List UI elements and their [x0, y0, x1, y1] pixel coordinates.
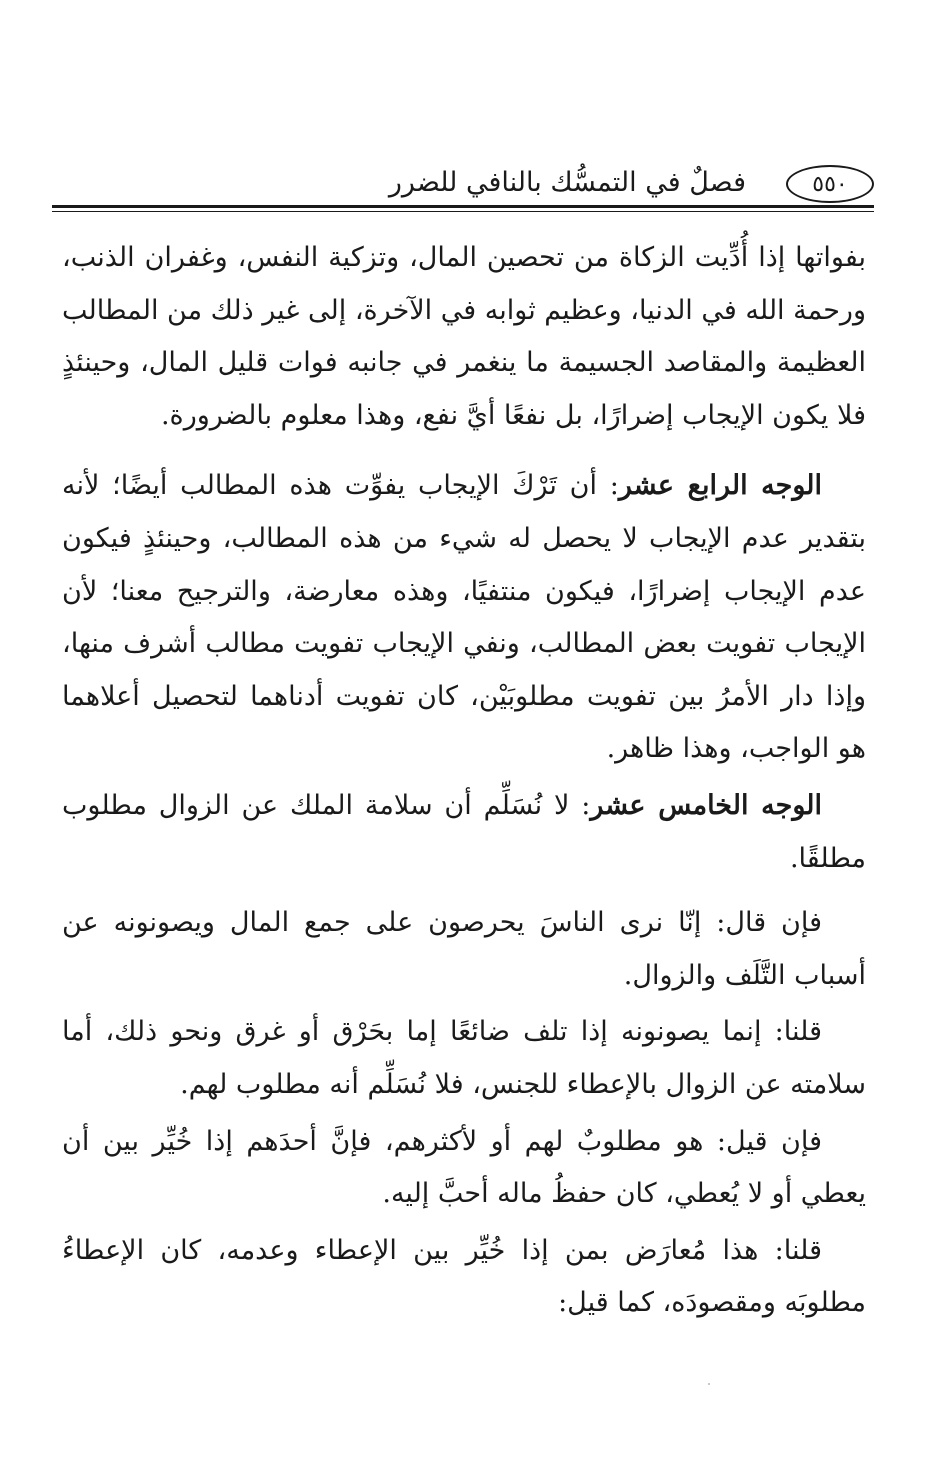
chapter-title: فصلٌ في التمسُّك بالنافي للضرر — [388, 167, 746, 198]
header-rule-thick — [52, 205, 874, 208]
page-number-badge — [786, 165, 874, 203]
paragraph-7: قلنا: هذا مُعارَض بمن إذا خُيِّر بين الإعطاء وعدمه، كان الإعطاءُ مطلوبَه ومقصودَه، كما قيل: — [62, 1234, 866, 1319]
body-text — [62, 232, 866, 1330]
paragraph-2-label: الوجه الرابع عشر — [618, 470, 823, 502]
paragraph-3-text: : لا نُسَلِّم أن سلامة الملك عن الزوال مطلوب مطلقًا. — [62, 789, 866, 874]
paragraph-4: فإن قال: إنّا نرى الناسَ يحرصون على جمع المال ويصونونه عن أسباب التَّلَف والزوال. — [62, 907, 866, 991]
paragraph-2 — [62, 460, 866, 776]
paragraph-5: قلنا: إنما يصونونه إذا تلف ضائعًا إما بحَرْق أو غرق ونحو ذلك، أما سلامته عن الزوال بالإعطاء للجنس، فلا نُسَلِّم أنه مطلوب لهم. — [62, 1016, 866, 1100]
paragraph-1: بفواتها إذا أُدِّيت الزكاة من تحصين المال، وتزكية النفس، وغفران الذنب، ورحمة الله في الدنيا، وعظيم ثوابه في الآخرة، إلى غير ذلك من المطالب العظيمة والمقاصد الجسيمة ما ينغمر في جانبه فوات قليل المال، وحينئذٍ فلا يكون الإيجاب إضرارًا، بل نفعًا أيَّ نفع، وهذا معلوم بالضرورة. — [62, 242, 866, 431]
paragraph-2-text: : أن تَرْكَ الإيجاب يفوِّت هذه المطالب أيضًا؛ لأنه بتقدير عدم الإيجاب لا يحصل له شيء من هذه المطالب، وحينئذٍ فيكون عدم الإيجاب إضرارًا، فيكون منتفيًا، وهذه معارضة، والترجيح معنا؛ لأن الإيجاب تفويت بعض المطالب، ونفي الإيجاب تفويت مطالب أشرف منها، وإذا دار الأمرُ بين تفويت مطلوبَيْن، كان تفويت أدناهما لتحصيل أعلاهما هو الواجب، وهذا ظاهر. — [62, 470, 866, 765]
paragraph-3 — [62, 780, 866, 885]
header-rule-thin — [52, 211, 874, 212]
paragraph-6: فإن قيل: هو مطلوبٌ لهم أو لأكثرهم، فإنَّ أحدَهم إذا خُيِّر بين أن يعطي أو لا يُعطي، كان حفظُ ماله أحبَّ إليه. — [62, 1125, 866, 1210]
running-head — [52, 165, 874, 205]
scan-speck — [708, 1383, 710, 1385]
paragraph-3-label: الوجه الخامس عشر — [590, 789, 822, 821]
page-number: ٥٥٠ — [812, 171, 848, 197]
